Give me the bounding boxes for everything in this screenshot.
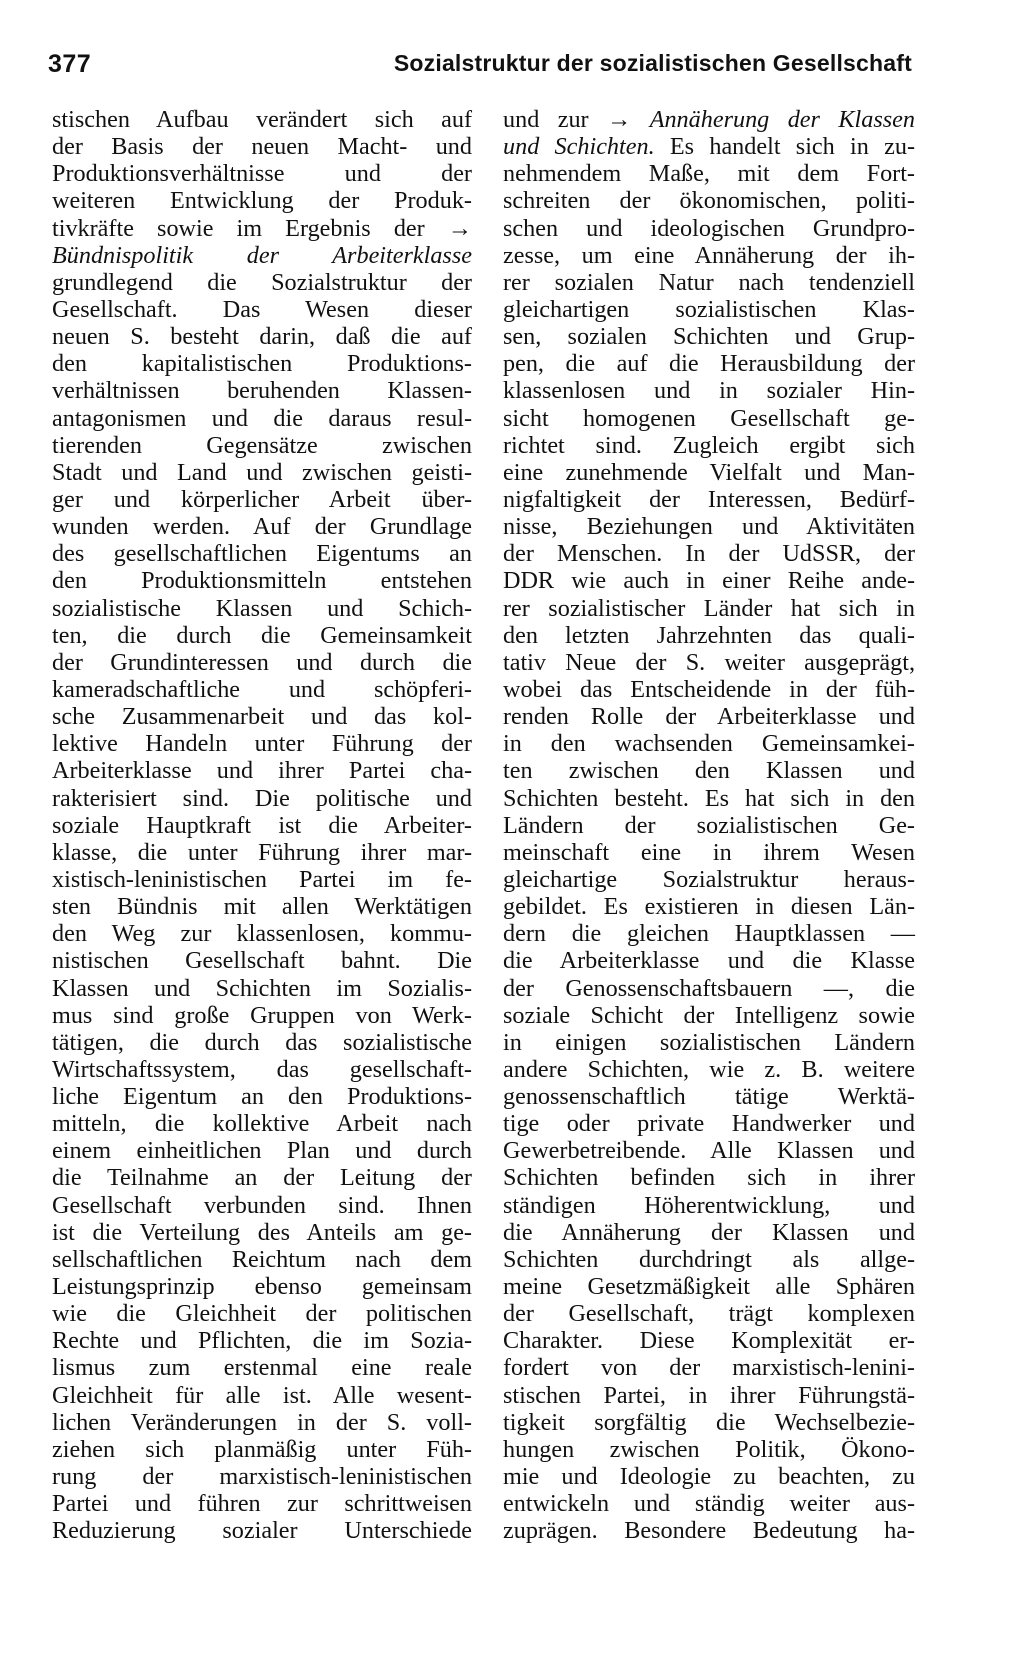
text-line: lichen Veränderungen in der S. voll- [52, 1408, 472, 1436]
text-line: DDR wie auch in einer Reihe ande- [503, 567, 915, 595]
text-line: eine zunehmende Vielfalt und Man- [503, 458, 915, 486]
text-line: sche Zusammenarbeit und das kol- [52, 703, 472, 731]
text-line: Gesellschaft verbunden sind. Ihnen [52, 1191, 472, 1219]
text-line: nisse, Beziehungen und Aktivitäten [503, 513, 915, 541]
text-line: Gesellschaft. Das Wesen dieser [52, 295, 472, 323]
text-line: tivkräfte sowie im Ergebnis der → [52, 214, 472, 242]
text-line: sozialistische Klassen und Schich- [52, 594, 472, 622]
text-line: sten Bündnis mit allen Werktätigen [52, 893, 472, 921]
text-line: sellschaftlichen Reichtum nach dem [52, 1245, 472, 1273]
text-line: Schichten besteht. Es hat sich in den [503, 784, 915, 812]
text-line: nehmendem Maße, mit dem Fort- [503, 160, 915, 188]
text-line: rer sozialistischer Länder hat sich in [503, 594, 915, 622]
text-line: den Weg zur klassenlosen, kommu- [52, 920, 472, 948]
text-line: der Gesellschaft, trägt komplexen [503, 1300, 915, 1328]
text-line: kameradschaftliche und schöpferi- [52, 675, 472, 703]
text-line: grundlegend die Sozialstruktur der [52, 268, 472, 296]
text-line: gleichartige Sozialstruktur heraus- [503, 865, 915, 893]
text-line: dern die gleichen Hauptklassen — [503, 920, 915, 948]
text-line: die Annäherung der Klassen und [503, 1218, 915, 1246]
text-line: der Basis der neuen Macht- und [52, 133, 472, 161]
text-line: mie und Ideologie zu beachten, zu [503, 1463, 915, 1491]
text-line: die Teilnahme an der Leitung der [52, 1164, 472, 1192]
text-line: Rechte und Pflichten, die im Sozia- [52, 1327, 472, 1355]
text-line: den kapitalistischen Produktions- [52, 350, 472, 378]
text-line: xistisch-leninistischen Partei im fe- [52, 865, 472, 893]
running-title: Sozialstruktur der sozialistischen Gesellschaft [393, 50, 912, 76]
text-line: tige oder private Handwerker und [503, 1110, 915, 1138]
text-line: Gewerbetreibende. Alle Klassen und [503, 1137, 915, 1165]
text-line: Arbeiterklasse und ihrer Partei cha- [52, 757, 472, 785]
text-line: Schichten befinden sich in ihrer [503, 1164, 915, 1192]
page-header [48, 50, 912, 86]
text-line: Wirtschaftssystem, das gesellschaft- [52, 1055, 472, 1083]
text-line: soziale Hauptkraft ist die Arbeiter- [52, 811, 472, 839]
text-line: in den wachsenden Gemeinsamkei- [503, 730, 915, 758]
text-line: neuen S. besteht darin, daß die auf [52, 323, 472, 351]
text-line: zuprägen. Besondere Bedeutung ha- [503, 1517, 915, 1545]
text-line: Ländern der sozialistischen Ge- [503, 811, 915, 839]
text-line: mus sind große Gruppen von Werk- [52, 1001, 472, 1029]
text-line: hungen zwischen Politik, Ökono- [503, 1435, 915, 1463]
text-line: Bündnispolitik der Arbeiterklasse [52, 241, 472, 269]
text-line: ständigen Höherentwicklung, und [503, 1191, 915, 1219]
text-line: schreiten der ökonomischen, politi- [503, 187, 915, 215]
text-line: Schichten durchdringt als allge- [503, 1245, 915, 1273]
text-line: wobei das Entscheidende in der füh- [503, 675, 915, 703]
text-line: wunden werden. Auf der Grundlage [52, 513, 472, 541]
text-line: und zur → Annäherung der Klassen [503, 106, 915, 133]
text-line: tätigen, die durch das sozialistische [52, 1028, 472, 1056]
text-line: Klassen und Schichten im Sozialis- [52, 974, 472, 1002]
text-line: soziale Schicht der Intelligenz sowie [503, 1001, 915, 1029]
text-line: Gleichheit für alle ist. Alle wesent- [52, 1381, 472, 1409]
text-line: richtet sind. Zugleich ergibt sich [503, 431, 915, 459]
text-line: lismus zum erstenmal eine reale [52, 1354, 472, 1382]
text-line: schen und ideologischen Grundpro- [503, 214, 915, 242]
text-line: tierenden Gegensätze zwischen [52, 431, 472, 459]
text-line: genossenschaftlich tätige Werktä- [503, 1083, 915, 1111]
text-line: Stadt und Land und zwischen geisti- [52, 458, 472, 486]
text-line: pen, die auf die Herausbildung der [503, 350, 915, 378]
text-line: Reduzierung sozialer Unterschiede [52, 1517, 472, 1545]
text-line: gleichartigen sozialistischen Klas- [503, 295, 915, 323]
text-line: nigfaltigkeit der Interessen, Bedürf- [503, 485, 915, 513]
text-line: andere Schichten, wie z. B. weitere [503, 1055, 915, 1083]
text-line: Partei und führen zur schrittweisen [52, 1490, 472, 1518]
text-line: lektive Handeln unter Führung der [52, 730, 472, 758]
text-line: tigkeit sorgfältig die Wechselbezie- [503, 1408, 915, 1436]
text-line: wie die Gleichheit der politischen [52, 1300, 472, 1328]
text-line: ziehen sich planmäßig unter Füh- [52, 1435, 472, 1463]
text-line: und Schichten. Es handelt sich in zu- [503, 133, 915, 161]
text-line: antagonismen und die daraus resul- [52, 404, 472, 432]
text-line: ten zwischen den Klassen und [503, 757, 915, 785]
text-line: mitteln, die kollektive Arbeit nach [52, 1110, 472, 1138]
text-line: stischen Partei, in ihrer Führungstä- [503, 1381, 915, 1409]
text-line: Leistungsprinzip ebenso gemeinsam [52, 1273, 472, 1301]
text-line: liche Eigentum an den Produktions- [52, 1083, 472, 1111]
text-line: entwickeln und ständig weiter aus- [503, 1490, 915, 1518]
text-line: sen, sozialen Schichten und Grup- [503, 323, 915, 351]
text-line: ger und körperlicher Arbeit über- [52, 485, 472, 513]
text-line: renden Rolle der Arbeiterklasse und [503, 703, 915, 731]
text-line: meine Gesetzmäßigkeit alle Sphären [503, 1273, 915, 1301]
text-line: der Menschen. In der UdSSR, der [503, 540, 915, 568]
text-line: weiteren Entwicklung der Produk- [52, 187, 472, 215]
text-line: die Arbeiterklasse und die Klasse [503, 947, 915, 975]
text-line: rakterisiert sind. Die politische und [52, 784, 472, 812]
text-line: einem einheitlichen Plan und durch [52, 1137, 472, 1165]
text-line: verhältnissen beruhenden Klassen- [52, 377, 472, 405]
text-line: gebildet. Es existieren in diesen Län- [503, 893, 915, 921]
text-line: sicht homogenen Gesellschaft ge- [503, 404, 915, 432]
text-line: zesse, um eine Annäherung der ih- [503, 241, 915, 269]
text-line: klassenlosen und in sozialer Hin- [503, 377, 915, 405]
text-line: tativ Neue der S. weiter ausgeprägt, [503, 648, 915, 676]
text-line: Produktionsverhältnisse und der [52, 160, 472, 188]
text-line: rung der marxistisch-leninistischen [52, 1463, 472, 1491]
text-line: den letzten Jahrzehnten das quali- [503, 621, 915, 649]
text-line: nistischen Gesellschaft bahnt. Die [52, 947, 472, 975]
text-line: meinschaft eine in ihrem Wesen [503, 838, 915, 866]
text-line: fordert von der marxistisch-lenini- [503, 1354, 915, 1382]
text-line: den Produktionsmitteln entstehen [52, 567, 472, 595]
text-line: ten, die durch die Gemeinsamkeit [52, 621, 472, 649]
text-line: stischen Aufbau verändert sich auf [52, 106, 472, 133]
text-line: klasse, die unter Führung ihrer mar- [52, 838, 472, 866]
text-line: der Grundinteressen und durch die [52, 648, 472, 676]
text-line: ist die Verteilung des Anteils am ge- [52, 1218, 472, 1246]
left-text-column [52, 106, 472, 1544]
text-line: der Genossenschaftsbauern —, die [503, 974, 915, 1002]
right-text-column [503, 106, 915, 1544]
text-line: des gesellschaftlichen Eigentums an [52, 540, 472, 568]
text-line: Charakter. Diese Komplexität er- [503, 1327, 915, 1355]
text-line: in einigen sozialistischen Ländern [503, 1028, 915, 1056]
text-line: rer sozialen Natur nach tendenziell [503, 268, 915, 296]
page-number: 377 [48, 50, 92, 78]
